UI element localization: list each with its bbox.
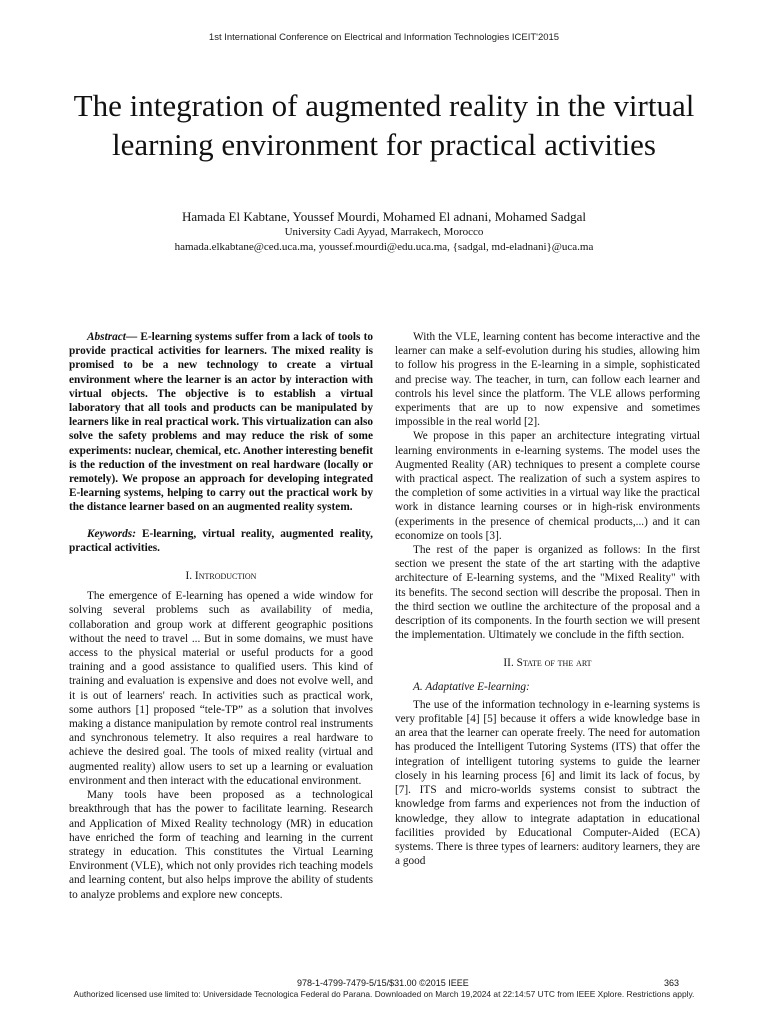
paragraph: We propose in this paper an architecture integrating virtual learning environments in e-learning systems. The model uses the Augmented Reality (AR) techniques to present a complete course with practical aspect. The realization of such a system aspires to the completion of some activities in a virtual way like the practical work in distance learning courses or in high-risk environments (experiments in the presence of chemical products,...) and it can economize on tools [3]. — [395, 430, 700, 542]
subsection-heading: A. Adaptative E-learning: — [413, 680, 530, 693]
page-number: 363 — [664, 978, 680, 988]
right-column — [395, 330, 700, 868]
author-list: Hamada El Kabtane, Youssef Mourdi, Mohamed El adnani, Mohamed Sadgal — [181, 209, 586, 224]
keywords-label: Keywords: — [87, 527, 136, 540]
keywords-text: E-learning, virtual reality, augmented reality, practical activities. — [69, 527, 373, 554]
conference-header: 1st International Conference on Electrical and Information Technologies ICEIT'2015 — [208, 32, 560, 43]
license-notice: Authorized licensed use limited to: Universidade Tecnologica Federal do Parana. Downloaded on March 19,2024 at 22:14:57 UTC from IEEE Xplore. Restrictions apply. — [73, 989, 695, 999]
author-emails: hamada.elkabtane@ced.uca.ma, youssef.mourdi@edu.uca.ma, {sadgal, md-eladnani}@uca.ma — [174, 241, 594, 253]
section-heading-introduction: I. Introduction — [185, 570, 257, 583]
section-heading-state-of-art: II. State of the art — [503, 657, 592, 670]
affiliation: University Cadi Ayyad, Marrakech, Morocco — [284, 226, 484, 238]
paragraph: The emergence of E-learning has opened a wide window for solving several problems such as availability of media, collaboration and group work at different geographic positions without the need to travel ... But in some domains, we must have access to the physical material or useful products for a good training and a good assistance to qualified users. This kind of training and evaluation is expensive and does not evolve well, and it is out of learners' reach. In activities such as practical work, some authors [1] proposed “tele-TP” as a solution that involves making a distance manipulation by remote control real instruments and synchronous telemetry. It also requires a real hardware to achieve the desired goal. The tools of mixed reality (virtual and augmented reality) allow users to set up a learning or evaluation environment and then interact with the educational environment. — [69, 590, 373, 787]
paragraph: With the VLE, learning content has become interactive and the learner can make a self-evolution during his studies, allowing him to follow his progress in the E-learning in a simple, sophisticated and precise way. The teacher, in turn, can follow each learner and controls his level since the platform. The VLE allows performing experiments that are up to now expensive and sometimes impossible in the real world [2]. — [395, 331, 700, 429]
abstract-label: Abstract — [87, 331, 126, 343]
paragraph: The rest of the paper is organized as follows: In the first section we present the state of the art starting with the adaptive architecture of E-learning systems, and the "Mixed Reality" with its benefits. The second section will describe the proposal. Then in the third section we outline the architecture of the proposal and a description of its components. In the fourth section we will present the implementation. Ultimately we conclude in the fifth section. — [395, 544, 700, 642]
abstract-text: — E-learning systems suffer from a lack of tools to provide practical activities for learners. The mixed reality is promised to be a new technology to create a virtual environment where the learner is an actor by interaction with virtual objects. The objective is to establish a virtual laboratory that all tools and products can be manipulated by learners like in real practical work. This virtualization can also solve the safety problems and may reduce the risk of some experiments: nuclear, chemical, etc. Another interesting benefit is the reduction of the investment on real hardware (locally or remotely). We propose an approach for developing integrated E-learning systems, helping to carry out the practical work by the distance learner based on an augmented reality system. — [69, 331, 373, 514]
footer-isbn: 978-1-4799-7479-5/15/$31.00 ©2015 IEEE — [297, 978, 469, 988]
left-column — [69, 330, 373, 902]
paragraph: The use of the information technology in e-learning systems is very profitable [4] [5] because it offers a wide knowledge base in an area that the learner can operate freely. The need for automation has produced the Intelligent Tutoring Systems (ITS) that offer the integration of intelligent tutoring systems to guide the learner closely in his learning process [6] and limit its lack of focus, by [7]. ITS and micro-worlds systems consist to subtract the knowledge from farms and experiences not from the induction of knowledge, they allow to integrate adaptation in educational facilities provided by Educational Computer-Aided (ECA) systems. There is three types of learners: auditory learners, they are a good — [395, 698, 700, 868]
paragraph: Many tools have been proposed as a technological breakthrough that has the power to facilitate learning. Research and Application of Mixed Reality technology (MR) in education have enriched the form of teaching and learning in the current strategy in education. This constitutes the Virtual Learning Environment (VLE), which not only provides rich teaching models and learning content, but also helps improve the ability of students to analyze problems and explore new concepts. — [69, 789, 373, 901]
keywords — [69, 527, 373, 555]
paper-title: The integration of augmented reality in the virtual learning environment for practical activities — [73, 88, 695, 162]
abstract — [69, 330, 373, 515]
